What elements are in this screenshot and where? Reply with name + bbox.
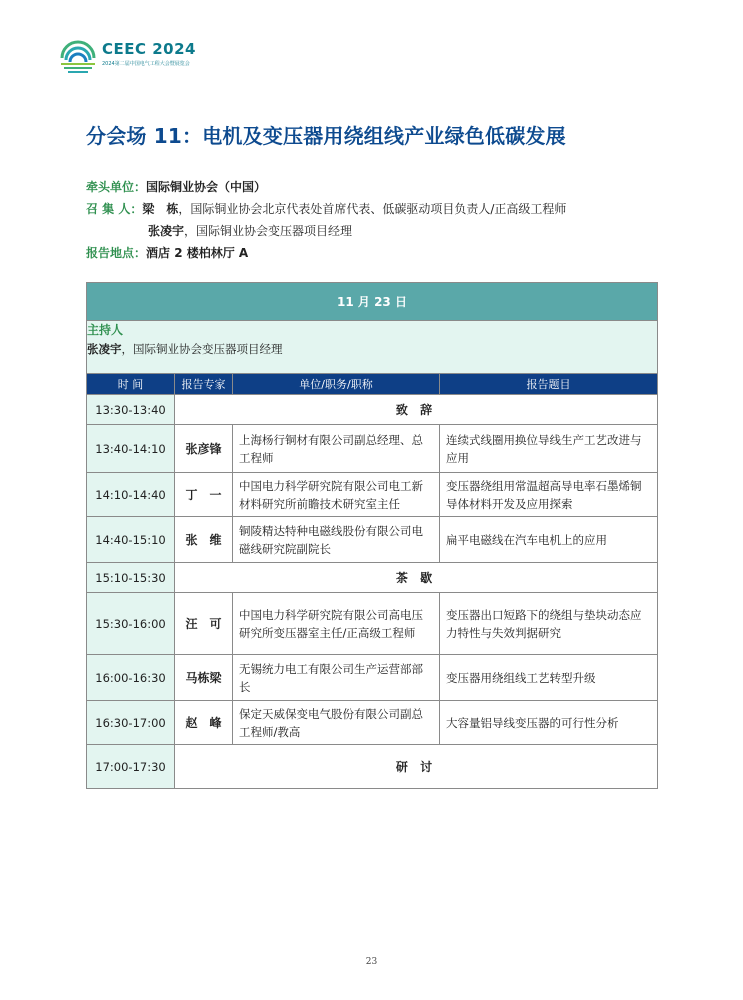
- row-speaker: 赵 峰: [175, 701, 233, 745]
- page-number: 23: [365, 957, 378, 967]
- table-row: [87, 517, 658, 563]
- row-time: 14:40-15:10: [87, 517, 175, 563]
- row-activity: 茶 歇: [175, 563, 658, 593]
- row-topic: 变压器绕组用常温超高导电率石墨烯铜导体材料开发及应用探索: [440, 473, 658, 517]
- host-name: 张凌宇: [87, 342, 122, 356]
- row-topic: 变压器出口短路下的绕组与垫块动态应力特性与失效判据研究: [440, 593, 658, 655]
- row-speaker: 汪 可: [175, 593, 233, 655]
- row-time: 13:40-14:10: [87, 425, 175, 473]
- host-row: [87, 321, 658, 374]
- ceec-emblem-icon: [58, 36, 98, 76]
- row-org: 中国电力科学研究院有限公司高电压研究所变压器室主任/正高级工程师: [233, 593, 440, 655]
- row-speaker: 张彦锋: [175, 425, 233, 473]
- row-time: 14:10-14:40: [87, 473, 175, 517]
- convener-1-desc: ，国际铜业协会北京代表处首席代表、低碳驱动项目负责人/正高级工程师: [178, 202, 567, 216]
- table-row: [87, 655, 658, 701]
- row-time: 15:10-15:30: [87, 563, 175, 593]
- convener-label: 召 集 人：: [86, 202, 143, 216]
- header-topic: 报告题目: [440, 374, 658, 395]
- schedule-date: 11 月 23 日: [87, 283, 658, 321]
- row-topic: 大容量铝导线变压器的可行性分析: [440, 701, 658, 745]
- row-org: 铜陵精达特种电磁线股份有限公司电磁线研究院副院长: [233, 517, 440, 563]
- header-time: 时 间: [87, 374, 175, 395]
- header-row: [87, 374, 658, 395]
- row-time: 15:30-16:00: [87, 593, 175, 655]
- logo-subtitle: 2024第二届中国电气工程大会暨展览会: [102, 61, 190, 67]
- convener-1-name: 梁 栋: [142, 202, 179, 216]
- table-row: [87, 701, 658, 745]
- row-activity: 致 辞: [175, 395, 658, 425]
- convener-line-2: [148, 222, 352, 239]
- logo-title: CEEC 2024: [102, 40, 196, 58]
- table-row: [87, 745, 658, 789]
- table-row: [87, 593, 658, 655]
- ceec-logo: [58, 36, 218, 76]
- date-row: [87, 283, 658, 321]
- host-info: [87, 341, 657, 357]
- row-speaker: 张 维: [175, 517, 233, 563]
- page-title: 分会场 11：电机及变压器用绕组线产业绿色低碳发展: [86, 124, 566, 148]
- row-time: 16:00-16:30: [87, 655, 175, 701]
- row-topic: 连续式线圈用换位导线生产工艺改进与应用: [440, 425, 658, 473]
- header-org: 单位/职务/职称: [233, 374, 440, 395]
- location-label: 报告地点：: [86, 246, 147, 260]
- row-activity: 研 讨: [175, 745, 658, 789]
- convener-2-name: 张凌宇: [148, 224, 185, 238]
- location-line: [86, 244, 248, 261]
- row-time: 17:00-17:30: [87, 745, 175, 789]
- row-org: 中国电力科学研究院有限公司电工新材料研究所前瞻技术研究室主任: [233, 473, 440, 517]
- row-time: 13:30-13:40: [87, 395, 175, 425]
- table-row: [87, 395, 658, 425]
- lead-unit-value: 国际铜业协会（中国）: [146, 180, 267, 194]
- lead-unit-line: [86, 178, 266, 195]
- row-org: 无锡统力电工有限公司生产运营部部长: [233, 655, 440, 701]
- table-row: [87, 563, 658, 593]
- convener-line-1: [86, 200, 566, 217]
- host-label: 主持人: [87, 323, 124, 337]
- lead-unit-label: 牵头单位：: [86, 180, 147, 194]
- host-desc: ，国际铜业协会变压器项目经理: [121, 342, 283, 356]
- row-org: 保定天威保变电气股份有限公司副总工程师/教高: [233, 701, 440, 745]
- table-row: [87, 473, 658, 517]
- schedule-table: [86, 282, 658, 789]
- table-row: [87, 425, 658, 473]
- row-org: 上海杨行铜材有限公司副总经理、总工程师: [233, 425, 440, 473]
- row-speaker: 丁 一: [175, 473, 233, 517]
- row-speaker: 马栋梁: [175, 655, 233, 701]
- convener-2-desc: ，国际铜业协会变压器项目经理: [184, 224, 353, 238]
- location-value: 酒店 2 楼柏林厅 A: [146, 246, 249, 260]
- header-speaker: 报告专家: [175, 374, 233, 395]
- row-topic: 变压器用绕组线工艺转型升级: [440, 655, 658, 701]
- row-time: 16:30-17:00: [87, 701, 175, 745]
- row-topic: 扁平电磁线在汽车电机上的应用: [440, 517, 658, 563]
